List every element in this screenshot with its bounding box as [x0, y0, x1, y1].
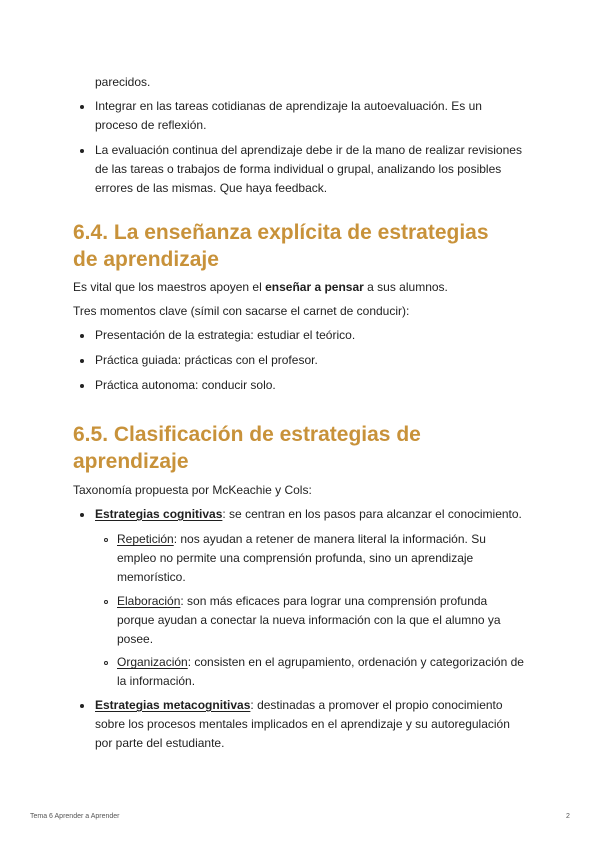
bullet-icon	[80, 359, 84, 363]
footer-title: Tema 6 Aprender a Aprender	[30, 813, 120, 820]
paragraph: Taxonomía propuesta por McKeachie y Cols:	[73, 483, 312, 497]
sub-list-item: Organización: consisten en el agrupamiento, ordenación y categorización de la información.	[117, 655, 524, 688]
sub-list-item: Repetición: nos ayudan a retener de manera literal la información. Su empleo no permite una comprensión profunda, sino un aprendizaje memorístico.	[117, 532, 486, 584]
bullet-icon	[80, 105, 84, 109]
list-item: Estrategias cognitivas: se centran en los pasos para alcanzar el conocimiento.	[95, 507, 522, 521]
list-item-continuation: parecidos.	[95, 75, 151, 89]
bullet-icon	[80, 704, 84, 708]
bullet-icon	[80, 384, 84, 388]
bullet-icon	[80, 149, 84, 153]
list-item: La evaluación continua del aprendizaje debe ir de la mano de realizar revisiones de las tareas o trabajos de forma individual o grupal, analizando los posibles errores de las mismas. Que haya feedback.	[95, 143, 522, 195]
section-heading-6-5: 6.5. Clasificación de estrategias de aprendizaje	[73, 423, 421, 473]
paragraph: Tres momentos clave (símil con sacarse el carnet de conducir):	[73, 304, 410, 318]
sub-list-item: Elaboración: son más eficaces para lograr una comprensión profunda porque ayudan a conectar la nueva información con la que el alumno ya posee.	[117, 594, 501, 646]
page-number: 2	[566, 813, 570, 820]
bullet-icon	[80, 334, 84, 338]
list-item: Práctica autonoma: conducir solo.	[95, 378, 276, 392]
section-heading-6-4: 6.4. La enseñanza explícita de estrategias de aprendizaje	[73, 221, 489, 271]
circle-bullet-icon	[104, 538, 108, 542]
list-item: Estrategias metacognitivas: destinadas a promover el propio conocimiento sobre los procesos mentales implicados en el aprendizaje y su autoregulación por parte del estudiante.	[95, 698, 510, 750]
list-item: Presentación de la estrategia: estudiar el teórico.	[95, 328, 356, 342]
circle-bullet-icon	[104, 661, 108, 665]
bullet-icon	[80, 513, 84, 517]
circle-bullet-icon	[104, 600, 108, 604]
list-item: Práctica guiada: prácticas con el profesor.	[95, 353, 318, 367]
paragraph: Es vital que los maestros apoyen el enseñar a pensar a sus alumnos.	[73, 280, 448, 294]
list-item: Integrar en las tareas cotidianas de aprendizaje la autoevaluación. Es un proceso de reflexión.	[95, 99, 482, 132]
